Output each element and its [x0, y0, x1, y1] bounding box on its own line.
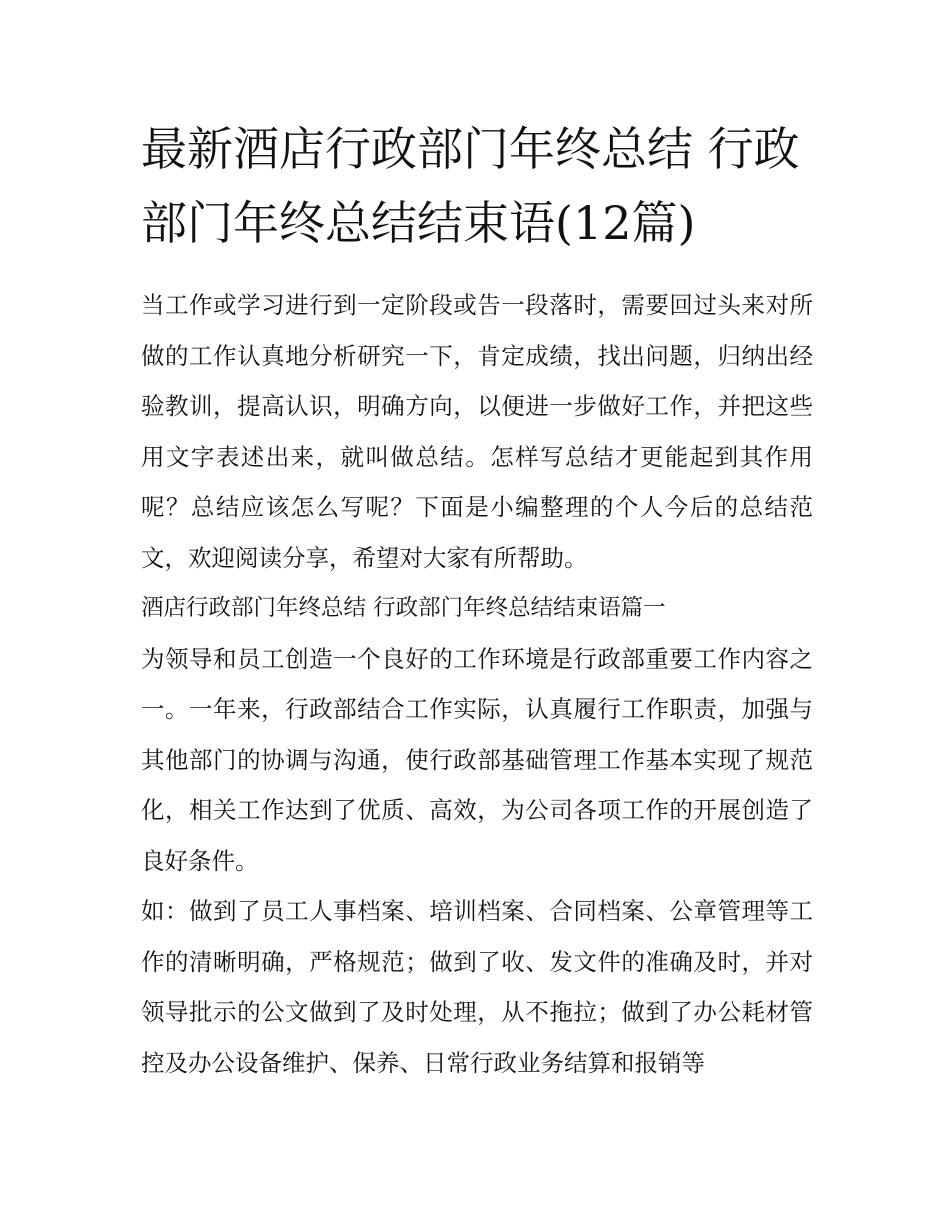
- document-body: [141, 280, 813, 1088]
- body-paragraph-2: 如：做到了员工人事档案、培训档案、合同档案、公章管理等工作的清晰明确，严格规范；做到了收、发文件的准确及时，并对领导批示的公文做到了及时处理，从不拖拉；做到了办公耗材管控及办公设备维护、保养、日常行政业务结算和报销等: [141, 897, 813, 1077]
- intro-paragraph: 当工作或学习进行到一定阶段或告一段落时，需要回过头来对所做的工作认真地分析研究一下，肯定成绩，找出问题，归纳出经验教训，提高认识，明确方向，以便进一步做好工作，并把这些用文字表述出来，就叫做总结。怎样写总结才更能起到其作用呢？总结应该怎么写呢？下面是小编整理的个人今后的总结范文，欢迎阅读分享，希望对大家有所帮助。: [141, 291, 813, 572]
- section-heading: 酒店行政部门年终总结 行政部门年终总结结束语篇一: [141, 595, 666, 621]
- document-page: [141, 112, 813, 1088]
- body-paragraph-1: 为领导和员工创造一个良好的工作环境是行政部重要工作内容之一。一年来，行政部结合工作实际，认真履行工作职责，加强与其他部门的协调与沟通，使行政部基础管理工作基本实现了规范化，相关工作达到了优质、高效，为公司各项工作的开展创造了良好条件。: [141, 644, 813, 875]
- document-title: 最新酒店行政部门年终总结 行政部门年终总结结束语(12篇): [141, 122, 800, 250]
